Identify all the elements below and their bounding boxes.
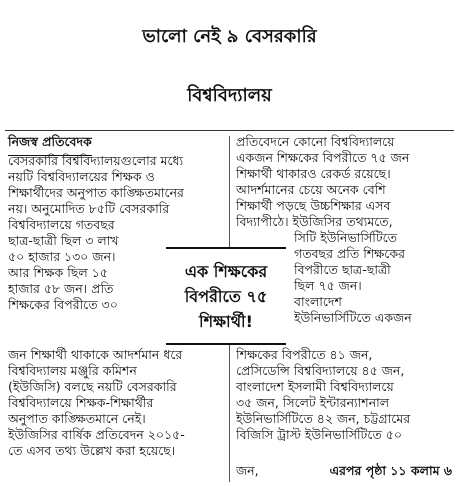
right-column-line: শিক্ষার্থী থাকারও রেকর্ড রয়েছে। xyxy=(236,166,391,181)
right-column-line: ইউনিভার্সিটিতে একজন xyxy=(294,310,412,325)
left-column-line: আর শিক্ষক ছিল ১৫ xyxy=(8,265,108,280)
left-column-wrap xyxy=(8,233,160,313)
headline-line-1: ভালো নেই ৯ বেসরকারি xyxy=(142,26,317,47)
left-column-line: বিশ্ববিদ্যালয় মঞ্জুরি কমিশন xyxy=(8,363,137,378)
right-column-line: বাংলাদেশ ইসলামী বিশ্ববিদ্যালয়ে xyxy=(236,379,394,394)
left-column-line: ইউজিসির বার্ষিক প্রতিবেদন ২০১৫- xyxy=(8,427,185,442)
pull-quote-line-3: শিক্ষার্থী! xyxy=(199,311,253,331)
left-column-line: বেসরকারি বিশ্ববিদ্যালয়গুলোর মধ্যে xyxy=(8,153,184,168)
left-column-line: ৫০ হাজার ১৩০ জন। xyxy=(8,249,116,264)
right-column-line: ছিল ৭৫ জন। xyxy=(294,278,362,293)
headline-line-2: বিশ্ববিদ্যালয় xyxy=(187,85,272,106)
right-column-line: শিক্ষকের বিপরীতে ৪১ জন, xyxy=(236,347,373,362)
right-column-line: বিপরীতে ছাত্র-ছাত্রী xyxy=(294,262,391,277)
left-column-line: (ইউজিসি) বলছে নয়টি বেসরকারি xyxy=(8,379,177,394)
right-column-line: আদর্শমানের চেয়ে অনেক বেশি xyxy=(236,182,386,197)
left-column-line: নয়টি বিশ্ববিদ্যালয়ের শিক্ষক ও xyxy=(8,169,155,184)
left-column-line: শিক্ষার্থীদের অনুপাত কাঙ্ক্ষিতমানের xyxy=(8,185,184,200)
right-column-line: সিটি ইউনিভার্সিটিতে xyxy=(294,230,398,245)
right-column-line: গতবছর প্রতি শিক্ষকের xyxy=(294,246,405,261)
left-column-line: তে এসব তথ্য উল্লেখ করা হয়েছে। xyxy=(8,443,176,458)
left-column-line: জন শিক্ষার্থী থাকাকে আদর্শমান ধরে xyxy=(8,347,183,362)
pull-quote xyxy=(166,247,286,345)
right-column-line: বাংলাদেশ xyxy=(294,294,342,309)
right-column-line: প্রতিবেদনে কোনো বিশ্ববিদ্যালয়ে xyxy=(236,134,395,149)
headline-divider xyxy=(5,130,454,131)
right-column-line: ৩৫ জন, সিলেট ইন্টারন্যাশনাল xyxy=(236,395,390,410)
pull-quote-line-2: বিপরীতে ৭৫ xyxy=(184,286,268,306)
right-column-line: একজন শিক্ষকের বিপরীতে ৭৫ জন xyxy=(236,150,410,165)
right-column-last-line xyxy=(236,463,452,479)
right-column-line: বিদ্যাপীঠে। ইউজিসির তথ্যমতে, xyxy=(236,214,393,229)
continued-on-page: এরপর পৃষ্ঠা ১১ কলাম ৬ xyxy=(329,463,452,478)
left-column-line: বিশ্ববিদ্যালয়ে গতবছর xyxy=(8,217,115,232)
left-column-line: ছাত্র-ছাত্রী ছিল ৩ লাখ xyxy=(8,233,119,248)
left-column-line: হাজার ৫৮ জন। প্রতি xyxy=(8,281,114,296)
right-column-line: ইউনিভার্সিটিতে ৪২ জন, চট্টগ্রামের xyxy=(236,411,411,426)
left-column-top xyxy=(8,153,220,233)
right-column-top xyxy=(236,134,452,230)
right-column-line: বিজিসি ট্রাস্ট ইউনিভার্সিটিতে ৫০ xyxy=(236,427,402,442)
left-column-line: নয়। অনুমোদিত ৮৫টি বেসরকারি xyxy=(8,201,170,216)
right-column-line: শিক্ষার্থী পড়ছে উচ্চশিক্ষার এসব xyxy=(236,198,391,213)
left-column-line: অনুপাত কাঙ্ক্ষিতমানে নেই। xyxy=(8,411,146,426)
left-column-line: শিক্ষকের বিপরীতে ৩০ xyxy=(8,297,118,312)
pull-quote-line-1: এক শিক্ষকের xyxy=(184,261,268,281)
byline: নিজস্ব প্রতিবেদক xyxy=(8,134,92,156)
left-column-line: বিশ্ববিদ্যালয়ে শিক্ষক-শিক্ষার্থীর xyxy=(8,395,154,410)
right-column-bottom xyxy=(236,347,452,443)
right-column-wrap xyxy=(294,230,452,326)
right-column-line: প্রেসিডেন্সি বিশ্ববিদ্যালয়ে ৪৫ জন, xyxy=(236,363,405,378)
left-column-bottom xyxy=(8,347,220,459)
last-line-text: জন, xyxy=(236,463,259,478)
